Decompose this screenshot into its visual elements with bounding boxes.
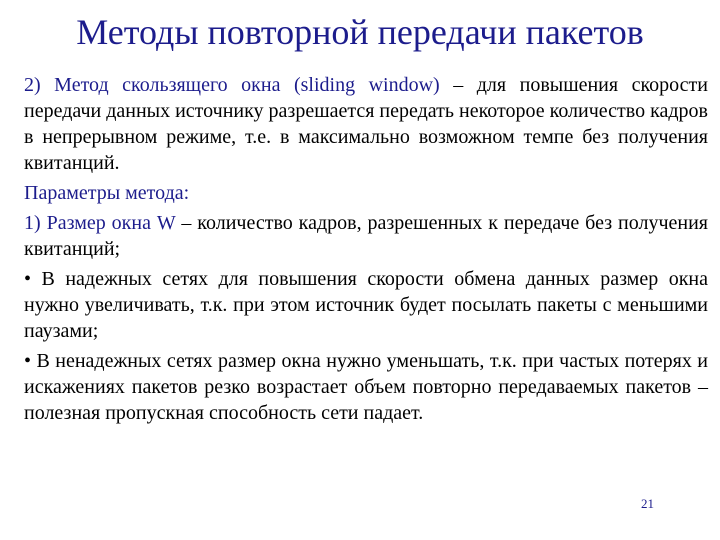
slide-title: Методы повторной передачи пакетов	[76, 12, 644, 52]
bullet-unreliable-networks: • В ненадежных сетях размер окна нужно уменьшать, т.к. при частых потерях и искажениях пакетов резко возрастает объем повторно передаваемых пакетов – полезная пропускная способность сети падает.	[24, 350, 708, 424]
slide-content	[24, 72, 708, 430]
params-heading: Параметры метода:	[24, 182, 190, 204]
method-heading: 2) Метод скользящего окна (sliding window)	[24, 74, 440, 96]
window-size-heading: 1) Размер окна W	[24, 212, 176, 234]
window-size-text: – количество кадров, разрешенных к передаче без получения квитанций;	[24, 212, 709, 260]
page-number: 21	[641, 496, 654, 511]
method-text: – для повышения скорости передачи данных источнику разрешается передать некоторое количество кадров в непрерывном режиме, т.е. в максимально возможном темпе без получения квитанций.	[24, 74, 709, 174]
method-paragraph	[24, 72, 708, 176]
bullet-reliable-networks: • В надежных сетях для повышения скорости обмена данных размер окна нужно увеличивать, т.к. при этом источник будет посылать пакеты с меньшими паузами;	[24, 268, 708, 342]
window-size-paragraph	[24, 210, 708, 262]
